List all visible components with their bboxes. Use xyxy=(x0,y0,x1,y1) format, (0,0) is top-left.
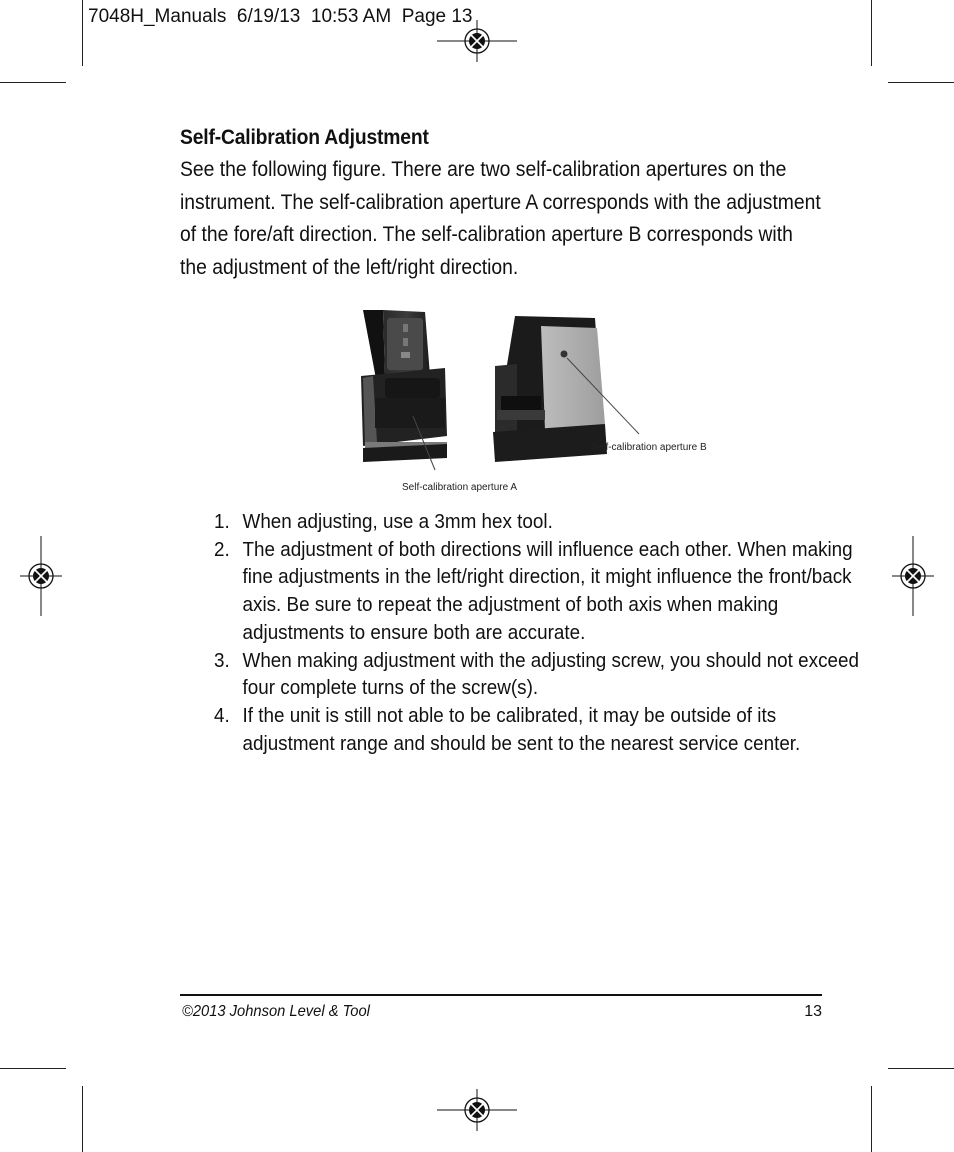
list-item xyxy=(214,508,868,536)
registration-mark-bottom-icon xyxy=(437,1089,517,1131)
page-content xyxy=(180,126,825,284)
printer-slug: 7048H_Manuals 6/19/13 10:53 AM Page 13 xyxy=(88,6,473,27)
crop-mark-bottom-right-horizontal xyxy=(888,1068,954,1069)
step-text: When adjusting, use a 3mm hex tool. xyxy=(242,510,553,533)
step-text: The adjustment of both directions will influence each other. When making fine adjustments in the left/right direction, it might influence the front/back axis. Be sure to repeat the adjustment of both axis when making adjustments to ensure both are accurate. xyxy=(242,537,853,644)
step-text: If the unit is still not able to be calibrated, it may be outside of its adjustment range and should be sent to the nearest service center. xyxy=(242,703,801,755)
caption-aperture-a: Self-calibration aperture A xyxy=(402,482,518,493)
crop-mark-bottom-left-horizontal xyxy=(0,1068,66,1069)
left-unit-view xyxy=(361,310,447,462)
crop-mark-bottom-left-vertical xyxy=(82,1086,83,1152)
crop-mark-bottom-right-vertical xyxy=(871,1086,872,1152)
section-heading: Self-Calibration Adjustment xyxy=(180,126,429,149)
right-unit-view xyxy=(493,316,607,462)
footer-divider xyxy=(180,994,822,996)
step-number: 2. xyxy=(214,537,230,561)
step-number: 3. xyxy=(214,648,230,672)
list-item xyxy=(214,647,868,702)
crop-mark-top-left-horizontal xyxy=(0,82,66,83)
crop-mark-top-right-horizontal xyxy=(888,82,954,83)
step-text: When making adjustment with the adjusting screw, you should not exceed four complete turns of the screw(s). xyxy=(242,648,859,700)
step-number: 1. xyxy=(214,510,230,533)
laser-level-photo xyxy=(355,306,725,496)
crop-mark-top-right-vertical xyxy=(871,0,872,66)
page-number: 13 xyxy=(804,1003,822,1020)
registration-mark-right-icon xyxy=(892,536,934,616)
calibration-figure xyxy=(355,306,725,496)
crop-mark-top-left-vertical xyxy=(82,0,83,66)
footer-copyright: ©2013 Johnson Level & Tool xyxy=(182,1003,370,1020)
list-item xyxy=(214,702,868,757)
list-item xyxy=(214,536,868,647)
registration-mark-left-icon xyxy=(20,536,62,616)
caption-aperture-b: Self-calibration aperture B xyxy=(591,442,707,453)
step-number: 4. xyxy=(214,703,230,727)
registration-mark-top-icon xyxy=(437,20,517,62)
steps-list xyxy=(214,508,859,757)
intro-paragraph: See the following figure. There are two self-calibration apertures on the instrument. The self-calibration aperture A corresponds with the adjustment of the fore/aft direction. The self-calibration aperture B corresponds with the adjustment of the left/right direction. xyxy=(180,158,821,279)
